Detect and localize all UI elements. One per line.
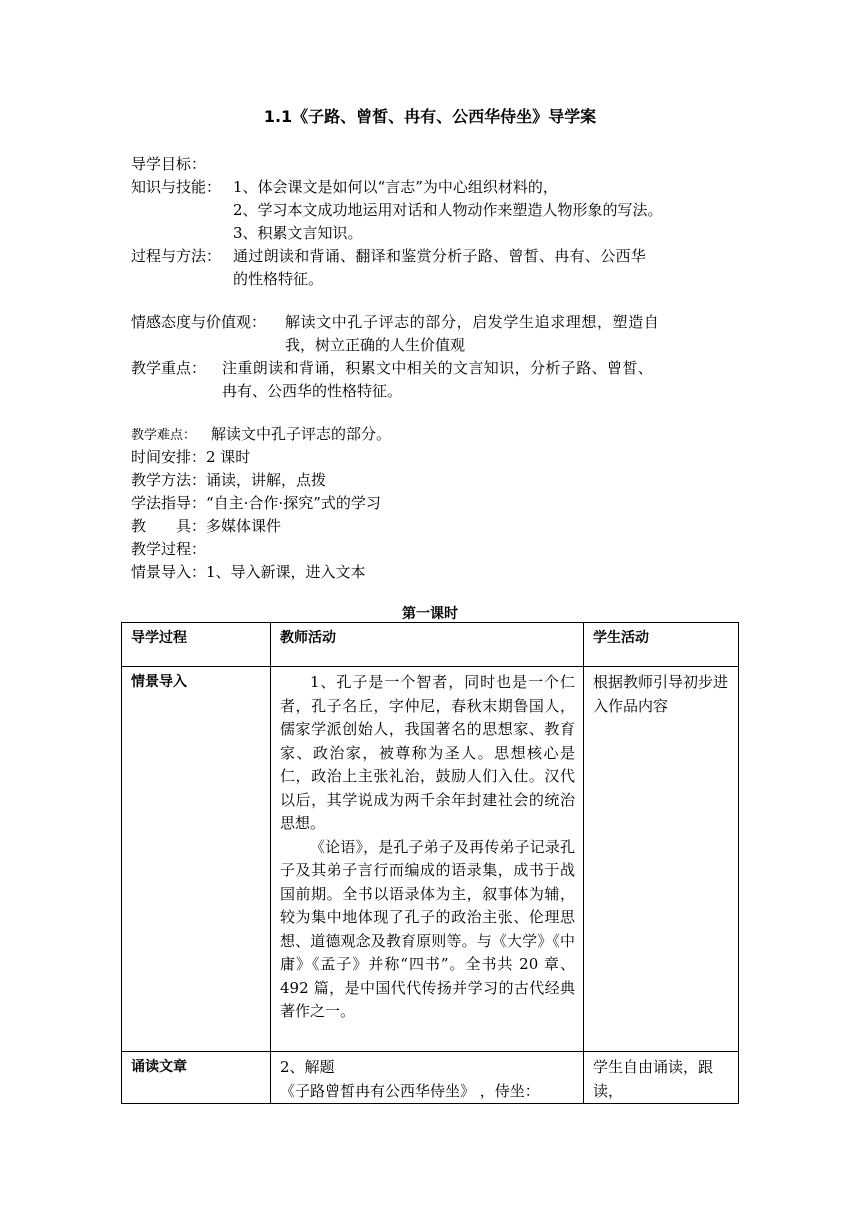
emotion-line: 我，树立正确的人生价值观 xyxy=(285,336,466,354)
time-arrangement: 时间安排：2 课时 xyxy=(131,448,251,466)
student-activity: 学生自由诵读，跟读， xyxy=(584,1052,739,1104)
process-line: 的性格特征。 xyxy=(233,270,324,288)
lesson-table xyxy=(121,622,739,1104)
emotion-line: 解读文中孔子评志的部分，启发学生追求理想，塑造自 xyxy=(285,313,660,331)
table-header-row xyxy=(122,623,739,667)
knowledge-item: 3、积累文言知识。 xyxy=(233,224,363,242)
table-caption: 第一课时 xyxy=(402,606,458,622)
emotion-label: 情感态度与价值观： xyxy=(131,313,267,331)
teaching-method: 教学方法：诵读，讲解，点拨 xyxy=(131,471,327,489)
teacher-activity xyxy=(271,667,584,1052)
teacher-activity xyxy=(271,1052,584,1104)
teacher-line: 《子路曾皙冉有公西华侍坐》 ，侍坐： xyxy=(280,1081,540,1100)
header-stage: 导学过程 xyxy=(122,623,271,667)
row-stage: 诵读文章 xyxy=(122,1052,271,1104)
page-title: 1.1《子路、曾皙、冉有、公西华侍坐》导学案 xyxy=(263,107,597,126)
process-label: 过程与方法： xyxy=(131,247,222,265)
knowledge-label: 知识与技能： xyxy=(131,178,222,196)
key-label: 教学重点： xyxy=(131,359,207,377)
difficult-text: 解读文中孔子评志的部分。 xyxy=(211,425,392,443)
table-row xyxy=(122,1052,739,1104)
teacher-paragraph: 《论语》，是孔子弟子及再传弟子记录孔子及其弟子言行而编成的语录集，成书于战国前期。全书以语录体为主，叙事体为辅，较为集中地体现了孔子的政治主张、伦理思想、道德观念及教育原则等。与《大学》《中庸》《孟子》并称“四书”。全书共 20 章、492 篇，是中国代代传扬并学习的古代经典著作之一。 xyxy=(280,837,575,1020)
study-guide: 学法指导：“自主·合作·探究”式的学习 xyxy=(131,494,381,512)
difficult-label: 教学难点： xyxy=(131,428,197,443)
teacher-line: 2、解题 xyxy=(280,1058,335,1076)
key-line: 注重朗读和背诵，积累文中相关的文言知识，分析子路、曾皙、 xyxy=(222,359,654,377)
key-line: 冉有、公西华的性格特征。 xyxy=(222,382,403,400)
header-student: 学生活动 xyxy=(584,623,739,667)
goals-heading: 导学目标： xyxy=(131,155,207,173)
table-row xyxy=(122,667,739,1052)
teaching-tools: 教 具：多媒体课件 xyxy=(131,517,282,535)
knowledge-item: 2、学习本文成功地运用对话和人物动作来塑造人物形象的写法。 xyxy=(233,201,663,219)
teacher-paragraph: 1、孔子是一个智者，同时也是一个仁者，孔子名丘，字仲尼，春秋末期鲁国人，儒家学派创始人，我国著名的思想家、教育家、政治家，被尊称为圣人。思想核心是仁，政治上主张礼治，鼓励人们入仕。汉代以后，其学说成为两千余年封建社会的统治思想。 xyxy=(280,673,575,832)
process-heading: 教学过程： xyxy=(131,540,207,558)
row-stage: 情景导入 xyxy=(122,667,271,1052)
student-activity: 根据教师引导初步进入作品内容 xyxy=(584,667,739,1052)
header-teacher: 教师活动 xyxy=(271,623,584,667)
process-line: 通过朗读和背诵、翻译和鉴赏分析子路、曾皙、冉有、公西华 xyxy=(233,247,647,265)
knowledge-item: 1、体会课文是如何以“言志”为中心组织材料的， xyxy=(233,178,558,196)
scenario-intro: 情景导入：1、导入新课，进入文本 xyxy=(131,563,366,581)
